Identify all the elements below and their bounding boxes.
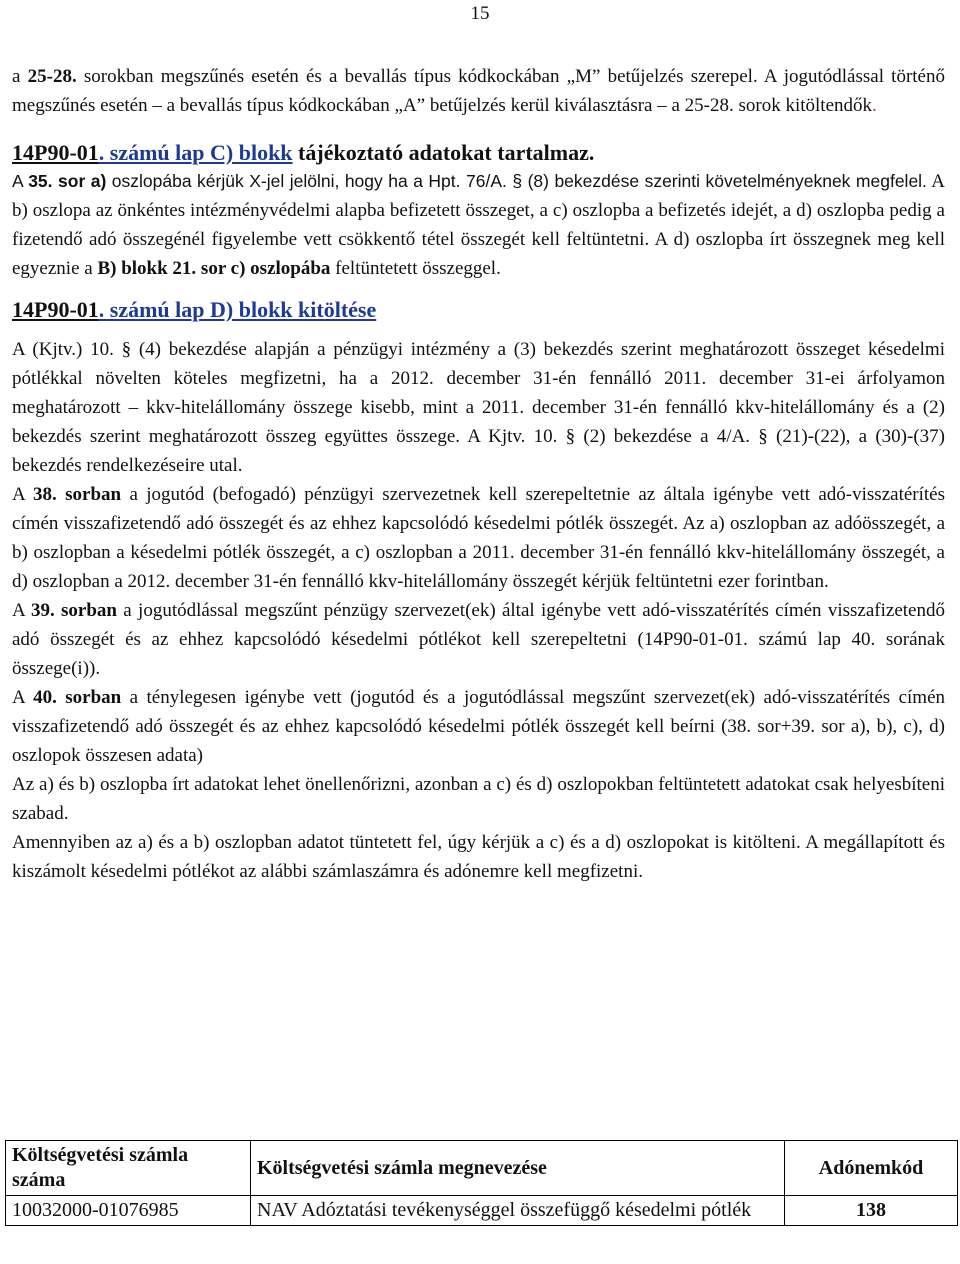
cell-account-name: NAV Adóztatási tevékenységgel összefüggő késedelmi pótlék: [251, 1196, 785, 1226]
cell-tax-code: 138: [785, 1196, 958, 1226]
intro-paragraph: a 25-28. sorokban megszűnés esetén és a bevallás típus kódkockában „M” betűjelzés szerepel. A jogutódlással történő megszűnés esetén – a bevallás típus kódkockában „A” betűjelzés kerül kiválasztásra – a 25-28. sorok kitöltendők.: [12, 66, 945, 116]
account-table: [5, 1140, 958, 1226]
table-row: [6, 1196, 958, 1226]
section-d-paragraph-6: Amennyiben az a) és a b) oszlopban adatot tüntetett fel, úgy kérjük a c) és a d) oszlopokat is kitölteni. A megállapított és kiszámolt késedelmi pótlékot az alábbi számlaszámra és adónemre kell megfizetni.: [12, 832, 945, 882]
table-header-row: [6, 1141, 958, 1196]
section-c-paragraph: A 35. sor a) oszlopába kérjük X-jel jelölni, hogy ha a Hpt. 76/A. § (8) bekezdése szerinti követelményeknek megfelel. A b) oszlopa az önkéntes intézményvédelmi alapba befizetett összeget, a c) oszlopba a befizetés idejét, a d) oszlopba pedig a fizetendő adó összegénél figyelembe vett csökkentő tétel összegét kell feltüntetni. A d) oszlopba írt összegnek meg kell egyeznie a B) blokk 21. sor c) oszlopába feltüntetett összeggel.: [12, 171, 945, 279]
page-number: 15: [470, 3, 490, 24]
section-d-paragraph-1: A (Kjtv.) 10. § (4) bekezdése alapján a pénzügyi intézmény a (3) bekezdés szerint meghatározott összeget késedelmi pótlékkal növelten köteles megfizetni, ha a 2012. december 31-én fennálló 2011. december 31-ei árfolyamon meghatározott – kkv-hitelállomány összege kisebb, mint a 2011. december 31-én fennálló kkv-hitelállomány és a (2) bekezdés szerint meghatározott összeg együttes összege. A Kjtv. 10. § (2) bekezdése a 4/A. § (21)-(22), a (30)-(37) bekezdés rendelkezéseire utal.: [12, 339, 945, 476]
header-tax-code: Adónemkód: [785, 1141, 958, 1196]
cell-account-number: 10032000-01076985: [6, 1196, 251, 1226]
header-account-number: Költségvetési számla száma: [6, 1141, 251, 1196]
section-d-paragraph-5: Az a) és b) oszlopba írt adatokat lehet önellenőrizni, azonban a c) és d) oszlopokban feltüntetett adatokat csak helyesbíteni szabad.: [12, 774, 945, 824]
header-account-name: Költségvetési számla megnevezése: [251, 1141, 785, 1196]
section-d-heading: 14P90-01. számú lap D) blokk kitöltése: [12, 297, 377, 322]
section-c-heading: 14P90-01. számú lap C) blokk tájékoztató adatokat tartalmaz.: [12, 140, 595, 165]
section-d-paragraph-3: A 39. sorban a jogutódlással megszűnt pénzügy szervezet(ek) által igénybe vett adó-visszatérítés címén visszafizetendő adó összegét és az ehhez kapcsolódó késedelmi pótlékot kell szerepeltetni (14P90-01-01. számú lap 40. sorának összege(i)).: [12, 600, 945, 679]
section-d-paragraph-2: A 38. sorban a jogutód (befogadó) pénzügyi szervezetnek kell szerepeltetnie az általa igénybe vett adó-visszatérítés címén visszafizetendő adó összegét és az ehhez kapcsolódó késedelmi pótlék összegét. Az a) oszlopban az adóösszegét, a b) oszlopban a késedelmi pótlék összegét, a c) oszlopban a 2011. december 31-én fennálló kkv-hitelállomány összegét, a d) oszlopban a 2012. december 31-én fennálló kkv-hitelállomány összegét kérjük feltüntetni ezer forintban.: [12, 484, 945, 592]
section-d-paragraph-4: A 40. sorban a ténylegesen igénybe vett (jogutód és a jogutódlással megszűnt szervezet(ek) adó-visszatérítés címén visszafizetendő adó összegét és az ehhez kapcsolódó késedelmi pótlék összegét kell beírni (38. sor+39. sor a), b), c), d) oszlopok összesen adata): [12, 687, 945, 766]
document-body: [12, 62, 945, 886]
